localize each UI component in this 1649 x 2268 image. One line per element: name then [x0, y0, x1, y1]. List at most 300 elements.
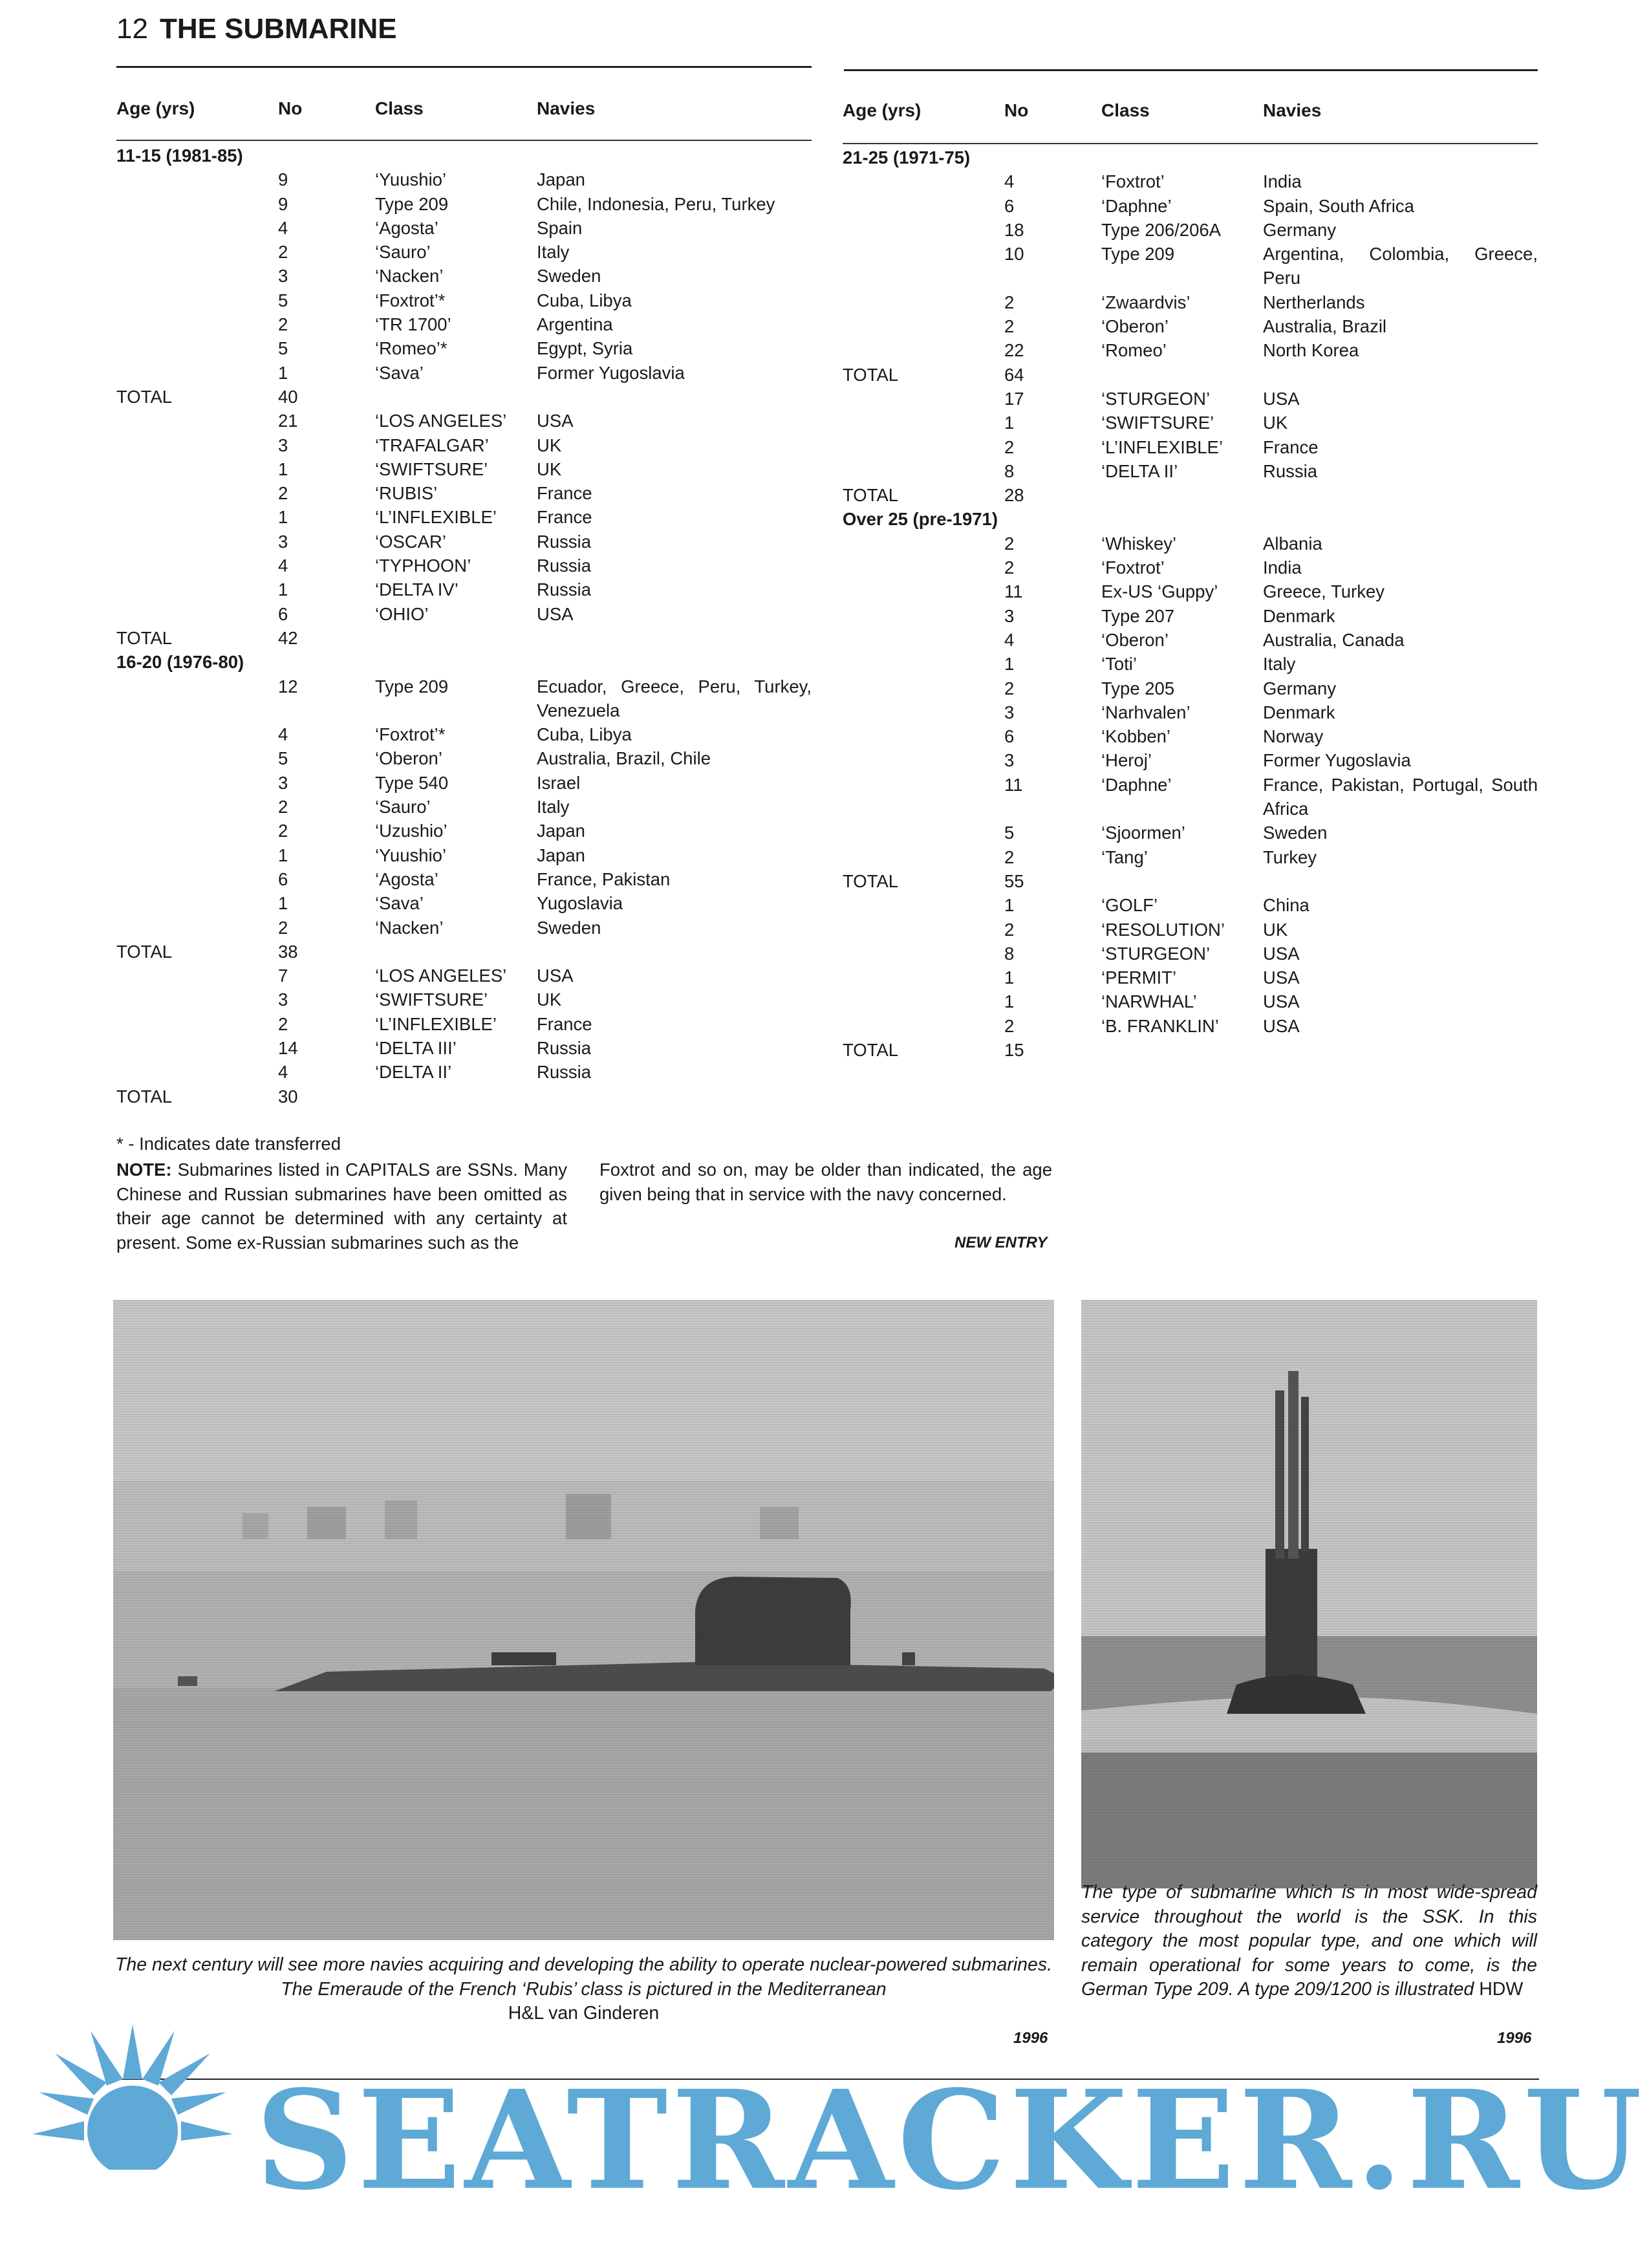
page-title: THE SUBMARINE	[159, 13, 397, 45]
class-cell: ‘NARWHAL’	[1101, 991, 1197, 1012]
count-cell: 2	[1004, 533, 1015, 554]
count-cell: 6	[1004, 726, 1015, 747]
class-cell: ‘TRAFALGAR’	[375, 435, 489, 455]
count-cell: 2	[278, 797, 288, 817]
left-table	[116, 98, 812, 1107]
navies-cell: Former Yugoslavia	[537, 362, 685, 383]
navies-cell: Italy	[1263, 654, 1296, 675]
count-cell: 1	[278, 459, 288, 479]
navies-cell: Germany	[1263, 219, 1337, 240]
class-cell: ‘Nacken’	[375, 917, 444, 938]
navies-cell: France	[537, 507, 592, 528]
navies-cell: Yugoslavia	[537, 893, 623, 914]
table-row	[116, 891, 812, 915]
count-cell: 4	[1004, 171, 1015, 192]
count-cell: 4	[278, 217, 288, 238]
class-cell: ‘Sauro’	[375, 242, 431, 263]
left-photo-year: 1996	[1013, 2029, 1048, 2047]
class-cell: ‘Daphne’	[1101, 195, 1172, 216]
navies-cell: Norway	[1263, 726, 1324, 747]
age-range: Over 25 (pre-1971)	[843, 509, 998, 530]
count-cell: 38	[278, 941, 298, 962]
left-table-rule	[116, 140, 812, 141]
navies-cell: USA	[537, 966, 574, 986]
age-range: 11-15 (1981-85)	[116, 146, 243, 166]
count-cell: 22	[1004, 340, 1024, 361]
table-row	[116, 578, 812, 601]
navies-cell: India	[1263, 171, 1302, 192]
navies-cell: Greece, Turkey	[1263, 581, 1385, 602]
count-cell: 28	[1004, 485, 1024, 506]
count-cell: 21	[278, 411, 298, 431]
total-label: TOTAL	[116, 1086, 173, 1107]
class-cell: ‘Sava’	[375, 362, 424, 383]
navies-cell: France	[1263, 437, 1319, 457]
total-row	[843, 869, 1538, 893]
table-row	[116, 530, 812, 554]
class-cell: ‘LOS ANGELES’	[375, 411, 507, 431]
table-row	[843, 604, 1538, 628]
section-heading-row	[843, 507, 1538, 531]
table-row	[116, 746, 812, 770]
count-cell: 7	[278, 966, 288, 986]
class-cell: ‘Whiskey’	[1101, 533, 1177, 554]
count-cell: 2	[1004, 437, 1015, 457]
table-row	[843, 338, 1538, 362]
navies-cell: Argentina, Colombia, Greece, Peru	[1263, 244, 1538, 288]
class-cell: ‘Kobben’	[1101, 726, 1171, 747]
count-cell: 10	[1004, 244, 1024, 265]
count-cell: 9	[278, 193, 288, 214]
right-photo-year: 1996	[1497, 2029, 1532, 2047]
count-cell: 6	[278, 869, 288, 889]
table-row	[843, 532, 1538, 556]
count-cell: 3	[278, 266, 288, 286]
table-row	[116, 481, 812, 505]
col-header-age: Age (yrs)	[116, 98, 195, 118]
count-cell: 5	[278, 290, 288, 310]
table-row	[116, 240, 812, 264]
class-cell: ‘Heroj’	[1101, 750, 1152, 771]
count-cell: 18	[1004, 219, 1024, 240]
navies-cell: Japan	[537, 845, 585, 865]
photo-type209-image	[1081, 1300, 1537, 1888]
table-row	[843, 411, 1538, 435]
count-cell: 5	[278, 338, 288, 359]
class-cell: ‘TYPHOON’	[375, 556, 471, 576]
col-header-navies: Navies	[1263, 100, 1322, 120]
table-row	[843, 459, 1538, 483]
total-row	[843, 483, 1538, 507]
col-header-no: No	[1004, 100, 1029, 120]
navies-cell: Turkey	[1263, 847, 1317, 867]
table-row	[843, 989, 1538, 1013]
navies-cell: Russia	[537, 1037, 592, 1058]
table-row	[116, 771, 812, 795]
table-row	[116, 675, 812, 723]
navies-cell: Ecuador, Greece, Peru, Turkey, Venezuela	[537, 676, 812, 720]
class-cell: ‘SWIFTSURE’	[1101, 413, 1214, 433]
class-cell: ‘Foxtrot’*	[375, 290, 446, 310]
header-rule-left	[116, 66, 812, 68]
table-row	[843, 579, 1538, 603]
col-header-no: No	[278, 98, 303, 118]
class-cell: ‘Narhvalen’	[1101, 702, 1191, 722]
count-cell: 3	[1004, 605, 1015, 626]
count-cell: 8	[1004, 460, 1015, 481]
table-row	[116, 336, 812, 360]
navies-cell: Sweden	[537, 917, 601, 938]
total-label: TOTAL	[116, 941, 173, 962]
table-row	[116, 192, 812, 216]
right-caption-text: The type of submarine which is in most wide-spread service throughout the world is the SSK. In this category the most popular type, and one which will remain operational for some years to come, is the German Type 209. A type 209/1200 is illustrated	[1081, 1882, 1537, 2000]
note-text-1: Submarines listed in CAPITALS are SSNs. Many Chinese and Russian submarines have been omitted as their age cannot be determined with any certainty at present. Some ex-Russian submarines such as the	[116, 1160, 567, 1253]
class-cell: ‘L’INFLEXIBLE’	[1101, 437, 1223, 457]
total-row	[116, 940, 812, 964]
class-cell: ‘SWIFTSURE’	[375, 989, 488, 1010]
table-row	[843, 194, 1538, 218]
table-row	[116, 602, 812, 626]
class-cell: Type 206/206A	[1101, 219, 1222, 240]
navies-cell: North Korea	[1263, 340, 1359, 361]
navies-cell: India	[1263, 557, 1302, 578]
photo-emeraude-image	[113, 1300, 1054, 1940]
table-row	[843, 773, 1538, 821]
count-cell: 4	[278, 556, 288, 576]
total-label: TOTAL	[843, 1039, 899, 1060]
class-cell: ‘L’INFLEXIBLE’	[375, 507, 497, 528]
table-row	[116, 964, 812, 988]
table-row	[843, 652, 1538, 676]
table-row	[116, 916, 812, 940]
navies-cell: UK	[537, 435, 562, 455]
col-header-navies: Navies	[537, 98, 596, 118]
count-cell: 30	[278, 1086, 298, 1107]
navies-cell: USA	[1263, 1015, 1300, 1036]
note-paragraph-1	[116, 1158, 567, 1255]
table-row	[116, 795, 812, 819]
note-label: NOTE:	[116, 1160, 172, 1180]
class-cell: ‘DELTA II’	[1101, 460, 1178, 481]
navies-cell: Germany	[1263, 678, 1337, 698]
class-cell: ‘Oberon’	[1101, 629, 1169, 650]
class-cell: ‘GOLF’	[1101, 895, 1158, 916]
count-cell: 3	[1004, 750, 1015, 771]
navies-cell: France	[537, 483, 592, 504]
watermark-sun-icon	[26, 2018, 239, 2231]
count-cell: 3	[278, 989, 288, 1010]
count-cell: 9	[278, 169, 288, 190]
table-row	[843, 435, 1538, 459]
class-cell: ‘Nacken’	[375, 266, 444, 286]
table-row	[116, 312, 812, 336]
table-row	[843, 724, 1538, 748]
count-cell: 1	[278, 507, 288, 528]
navies-cell: Denmark	[1263, 605, 1335, 626]
count-cell: 1	[1004, 654, 1015, 675]
section-heading-row	[843, 146, 1538, 169]
class-cell: Type 209	[375, 193, 449, 214]
count-cell: 17	[1004, 388, 1024, 409]
navies-cell: Russia	[537, 579, 592, 600]
watermark-text: SEATRACKER.RU	[255, 2060, 1646, 2220]
navies-cell: UK	[537, 459, 562, 479]
class-cell: ‘DELTA IV’	[375, 579, 458, 600]
navies-cell: Spain	[537, 217, 583, 238]
total-label: TOTAL	[843, 485, 899, 506]
col-header-class: Class	[1101, 100, 1150, 120]
navies-cell: China	[1263, 895, 1310, 916]
navies-cell: Nertherlands	[1263, 292, 1365, 312]
navies-cell: France, Pakistan, Portugal, South Africa	[1263, 774, 1538, 819]
table-row	[843, 290, 1538, 314]
count-cell: 14	[278, 1037, 298, 1058]
right-photo-credit: HDW	[1479, 1979, 1524, 2000]
navies-cell: Former Yugoslavia	[1263, 750, 1411, 771]
class-cell: ‘TR 1700’	[375, 314, 451, 335]
count-cell: 2	[278, 483, 288, 504]
age-range: 16-20 (1976-80)	[116, 652, 244, 673]
navies-cell: Albania	[1263, 533, 1322, 554]
navies-cell: Cuba, Libya	[537, 724, 632, 745]
table-row	[116, 1036, 812, 1060]
count-cell: 4	[278, 1062, 288, 1083]
class-cell: ‘Zwaardvis’	[1101, 292, 1191, 312]
count-cell: 4	[278, 724, 288, 745]
navies-cell: Egypt, Syria	[537, 338, 633, 359]
class-cell: ‘LOS ANGELES’	[375, 966, 507, 986]
right-photo-caption	[1081, 1881, 1537, 2002]
navies-cell: Australia, Brazil, Chile	[537, 748, 711, 769]
page-number: 12	[116, 13, 148, 45]
count-cell: 6	[1004, 195, 1015, 216]
table-row	[116, 1012, 812, 1036]
table-row	[843, 628, 1538, 652]
navies-cell: Russia	[537, 531, 592, 552]
total-row	[116, 626, 812, 650]
total-row	[843, 363, 1538, 387]
age-range: 21-25 (1971-75)	[843, 147, 971, 167]
class-cell: ‘Sjoormen’	[1101, 823, 1185, 843]
count-cell: 2	[1004, 292, 1015, 312]
count-cell: 1	[1004, 413, 1015, 433]
navies-cell: Japan	[537, 169, 585, 190]
navies-cell: Sweden	[1263, 823, 1328, 843]
class-cell: ‘Agosta’	[375, 869, 438, 889]
table-row	[116, 505, 812, 529]
navies-cell: USA	[1263, 388, 1300, 409]
count-cell: 2	[1004, 678, 1015, 698]
navies-cell: Russia	[1263, 460, 1318, 481]
table-row	[116, 409, 812, 433]
class-cell: ‘OHIO’	[375, 603, 429, 624]
table-row	[843, 821, 1538, 845]
class-cell: Type 207	[1101, 605, 1175, 626]
class-cell: ‘Oberon’	[1101, 316, 1169, 337]
table-row	[843, 676, 1538, 700]
table-row	[843, 169, 1538, 193]
footnote: * - Indicates date transferred	[116, 1134, 341, 1154]
navies-cell: UK	[537, 989, 562, 1010]
class-cell: ‘B. FRANKLIN’	[1101, 1015, 1219, 1036]
total-row	[116, 1085, 812, 1108]
count-cell: 11	[1004, 774, 1023, 795]
table-row	[843, 966, 1538, 989]
count-cell: 55	[1004, 870, 1024, 891]
table-row	[843, 700, 1538, 724]
table-row	[116, 167, 812, 191]
table-row	[843, 748, 1538, 772]
class-cell: Ex-US ‘Guppy’	[1101, 581, 1218, 602]
count-cell: 2	[1004, 847, 1015, 867]
navies-cell: Australia, Brazil	[1263, 316, 1387, 337]
col-header-age: Age (yrs)	[843, 100, 921, 120]
table-row	[843, 845, 1538, 869]
class-cell: ‘Yuushio’	[375, 845, 447, 865]
left-photo-credit: H&L van Ginderen	[508, 2003, 660, 2024]
class-cell: ‘Romeo’*	[375, 338, 447, 359]
class-cell: ‘Toti’	[1101, 654, 1137, 675]
note-paragraph-2: Foxtrot and so on, may be older than indicated, the age given being that in service with the navy concerned.	[599, 1160, 1052, 1204]
class-cell: ‘PERMIT’	[1101, 967, 1177, 988]
navies-cell: France	[537, 1013, 592, 1034]
navies-cell: USA	[1263, 991, 1300, 1012]
class-cell: ‘Foxtrot’	[1101, 557, 1165, 578]
table-row	[843, 1014, 1538, 1038]
class-cell: ‘DELTA III’	[375, 1037, 457, 1058]
navies-cell: Italy	[537, 797, 570, 817]
navies-cell: UK	[1263, 919, 1288, 940]
table-row	[116, 819, 812, 843]
total-label: TOTAL	[843, 870, 899, 891]
navies-cell: Argentina	[537, 314, 613, 335]
count-cell: 40	[278, 386, 298, 407]
count-cell: 64	[1004, 364, 1024, 385]
table-row	[116, 867, 812, 891]
navies-cell: Sweden	[537, 266, 601, 286]
class-cell: Type 209	[1101, 244, 1175, 265]
count-cell: 3	[278, 435, 288, 455]
table-row	[843, 218, 1538, 242]
class-cell: ‘Oberon’	[375, 748, 442, 769]
class-cell: ‘RUBIS’	[375, 483, 438, 504]
count-cell: 12	[278, 676, 298, 697]
table-row	[116, 843, 812, 867]
count-cell: 1	[278, 893, 288, 914]
navies-cell: Spain, South Africa	[1263, 195, 1414, 216]
left-caption-text: The next century will see more navies acquiring and developing the ability to operate nuclear-powered submarines. The Emeraude of the French ‘Rubis’ class is pictured in the Mediterranean	[114, 1954, 1053, 2000]
right-table-body	[843, 146, 1538, 1062]
count-cell: 2	[1004, 316, 1015, 337]
navies-cell: UK	[1263, 413, 1288, 433]
count-cell: 1	[1004, 895, 1015, 916]
count-cell: 1	[278, 362, 288, 383]
section-heading-row	[116, 144, 812, 167]
navies-cell: USA	[537, 603, 574, 624]
count-cell: 2	[1004, 1015, 1015, 1036]
navies-cell: USA	[1263, 943, 1300, 964]
count-cell: 11	[1004, 581, 1023, 602]
class-cell: ‘STURGEON’	[1101, 388, 1211, 409]
table-row	[843, 314, 1538, 338]
table-row	[843, 893, 1538, 917]
table-row	[116, 264, 812, 288]
table-row	[843, 942, 1538, 966]
count-cell: 2	[278, 1013, 288, 1034]
count-cell: 2	[278, 821, 288, 841]
total-row	[843, 1038, 1538, 1062]
count-cell: 5	[278, 748, 288, 769]
table-row	[843, 918, 1538, 942]
navies-cell: France, Pakistan	[537, 869, 671, 889]
class-cell: Type 540	[375, 772, 449, 793]
col-header-class: Class	[375, 98, 424, 118]
class-cell: ‘DELTA II’	[375, 1062, 452, 1083]
count-cell: 3	[278, 531, 288, 552]
table-row	[843, 242, 1538, 290]
new-entry-label: NEW ENTRY	[954, 1234, 1048, 1251]
count-cell: 2	[1004, 919, 1015, 940]
total-row	[116, 385, 812, 409]
class-cell: ‘Tang’	[1101, 847, 1148, 867]
table-row	[116, 433, 812, 457]
count-cell: 2	[278, 242, 288, 263]
total-label: TOTAL	[116, 627, 173, 648]
count-cell: 6	[278, 603, 288, 624]
class-cell: ‘SWIFTSURE’	[375, 459, 488, 479]
count-cell: 42	[278, 627, 298, 648]
class-cell: ‘Yuushio’	[375, 169, 447, 190]
table-row	[116, 722, 812, 746]
count-cell: 1	[278, 845, 288, 865]
navies-cell: Cuba, Libya	[537, 290, 632, 310]
table-row	[116, 988, 812, 1011]
right-table-header	[843, 100, 1538, 139]
navies-cell: Denmark	[1263, 702, 1335, 722]
count-cell: 3	[278, 772, 288, 793]
table-row	[116, 554, 812, 578]
count-cell: 1	[278, 579, 288, 600]
page-header	[116, 13, 397, 45]
table-row	[116, 361, 812, 385]
table-row	[843, 387, 1538, 411]
count-cell: 8	[1004, 943, 1015, 964]
table-row	[116, 288, 812, 312]
left-photo-caption	[113, 1953, 1054, 2026]
count-cell: 1	[1004, 967, 1015, 988]
photo-submarine-type-209	[1081, 1300, 1537, 1888]
class-cell: ‘Romeo’	[1101, 340, 1167, 361]
navies-cell: USA	[537, 411, 574, 431]
class-cell: ‘Sauro’	[375, 797, 431, 817]
class-cell: ‘L’INFLEXIBLE’	[375, 1013, 497, 1034]
class-cell: ‘Agosta’	[375, 217, 438, 238]
header-rule-right	[844, 69, 1538, 71]
left-table-body	[116, 144, 812, 1108]
class-cell: ‘Daphne’	[1101, 774, 1172, 795]
count-cell: 1	[1004, 991, 1015, 1012]
count-cell: 2	[1004, 557, 1015, 578]
total-label: TOTAL	[116, 386, 173, 407]
count-cell: 2	[278, 314, 288, 335]
left-table-header	[116, 98, 812, 137]
count-cell: 2	[278, 917, 288, 938]
right-table-rule	[843, 143, 1538, 144]
table-row	[116, 216, 812, 240]
table-row	[116, 457, 812, 481]
navies-cell: Russia	[537, 1062, 592, 1083]
count-cell: 5	[1004, 823, 1015, 843]
